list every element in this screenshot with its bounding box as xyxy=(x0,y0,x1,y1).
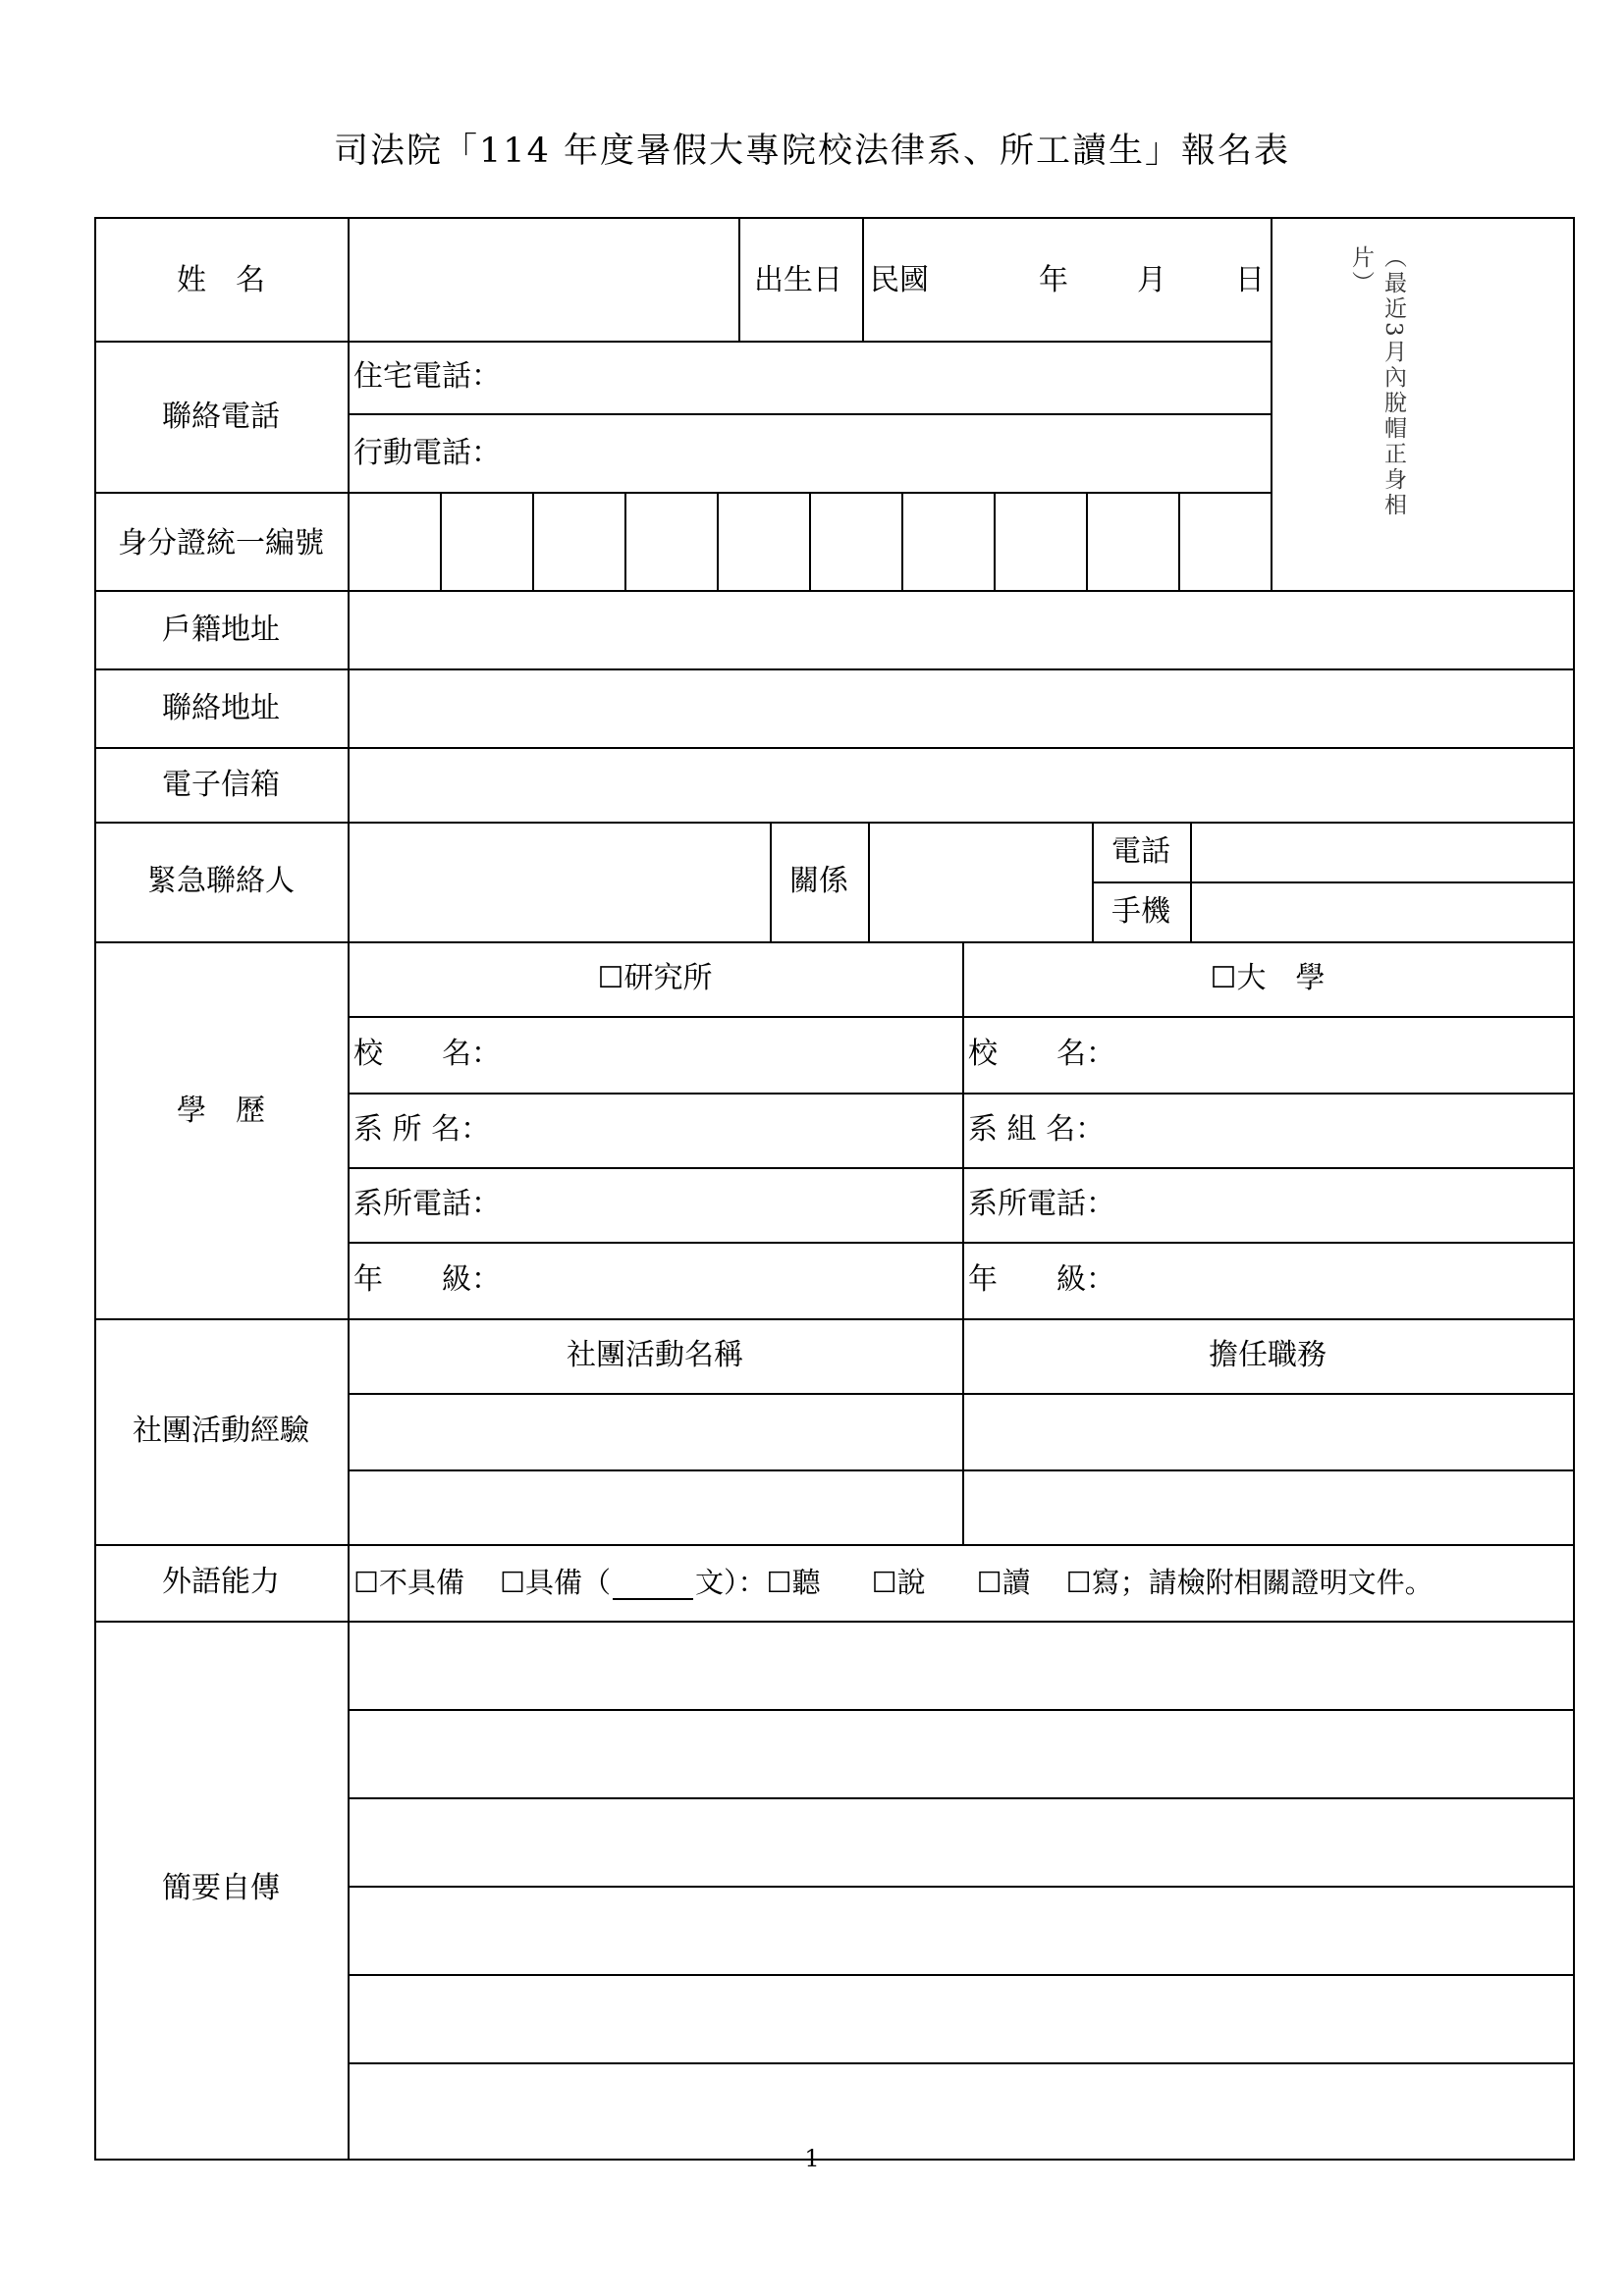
language-options xyxy=(353,1565,1434,1600)
club-name-header: 社團活動名稱 xyxy=(567,1338,743,1372)
birth-day-label: 日 xyxy=(1235,263,1265,297)
birth-era-label: 民國 xyxy=(870,263,929,297)
emergency-contact-label: 緊急聯絡人 xyxy=(147,864,295,898)
language-none-checkbox[interactable]: ☐不具備 xyxy=(353,1566,465,1599)
clubs-label: 社團活動經驗 xyxy=(133,1414,309,1448)
undergrad-option[interactable]: ☐大 學 xyxy=(1210,961,1326,995)
bio-label: 簡要自傳 xyxy=(162,1871,280,1905)
emergency-phone-label: 電話 xyxy=(1111,834,1170,869)
photo-instruction: （最近3月內脫帽正身相片） xyxy=(1348,245,1406,518)
undergrad-option-label: 大 學 xyxy=(1236,961,1326,995)
grad-dept-label: 系 所 名： xyxy=(353,1112,491,1147)
id-number-label: 身分證統一編號 xyxy=(118,526,324,561)
undergrad-grade-label: 年 級： xyxy=(968,1262,1115,1297)
birthdate-label: 出生日 xyxy=(754,263,842,297)
undergrad-school-label: 校 名： xyxy=(968,1037,1115,1071)
emergency-mobile-label: 手機 xyxy=(1111,894,1170,929)
contact-phone-label: 聯絡電話 xyxy=(162,400,280,434)
language-label: 外語能力 xyxy=(162,1565,280,1599)
undergrad-phone-label: 系所電話： xyxy=(968,1187,1115,1221)
language-name-blank[interactable] xyxy=(613,1573,693,1600)
grad-grade-label: 年 級： xyxy=(353,1262,501,1297)
household-address-label: 戶籍地址 xyxy=(162,613,280,647)
grad-school-label: 校 名： xyxy=(353,1037,501,1071)
relationship-label: 關係 xyxy=(789,864,848,898)
birth-year-label: 年 xyxy=(1039,263,1068,297)
listen-checkbox[interactable]: ☐聽 xyxy=(766,1566,821,1599)
mobile-phone-label: 行動電話： xyxy=(353,436,501,470)
club-role-header: 擔任職務 xyxy=(1209,1338,1326,1372)
graduate-option-label: 研究所 xyxy=(623,961,713,995)
language-suffix: 文）： xyxy=(695,1566,767,1599)
form-title: 司法院「114 年度暑假大專院校法律系、所工讀生」報名表 xyxy=(334,132,1290,171)
name-label: 姓 名 xyxy=(177,263,265,297)
home-phone-label: 住宅電話： xyxy=(353,359,501,394)
language-has-checkbox[interactable]: ☐具備（ xyxy=(500,1566,612,1599)
write-checkbox[interactable]: ☐寫；請檢附相關證明文件。 xyxy=(1065,1566,1434,1599)
read-checkbox[interactable]: ☐讀 xyxy=(976,1566,1031,1599)
birth-month-label: 月 xyxy=(1137,263,1166,297)
page-number: 1 xyxy=(804,2145,820,2172)
speak-checkbox[interactable]: ☐說 xyxy=(871,1566,926,1599)
mailing-address-label: 聯絡地址 xyxy=(162,691,280,725)
grad-phone-label: 系所電話： xyxy=(353,1187,501,1221)
education-label: 學 歷 xyxy=(177,1094,265,1128)
graduate-option[interactable]: ☐研究所 xyxy=(597,961,713,995)
email-label: 電子信箱 xyxy=(162,768,280,802)
undergrad-dept-label: 系 組 名： xyxy=(968,1112,1106,1147)
